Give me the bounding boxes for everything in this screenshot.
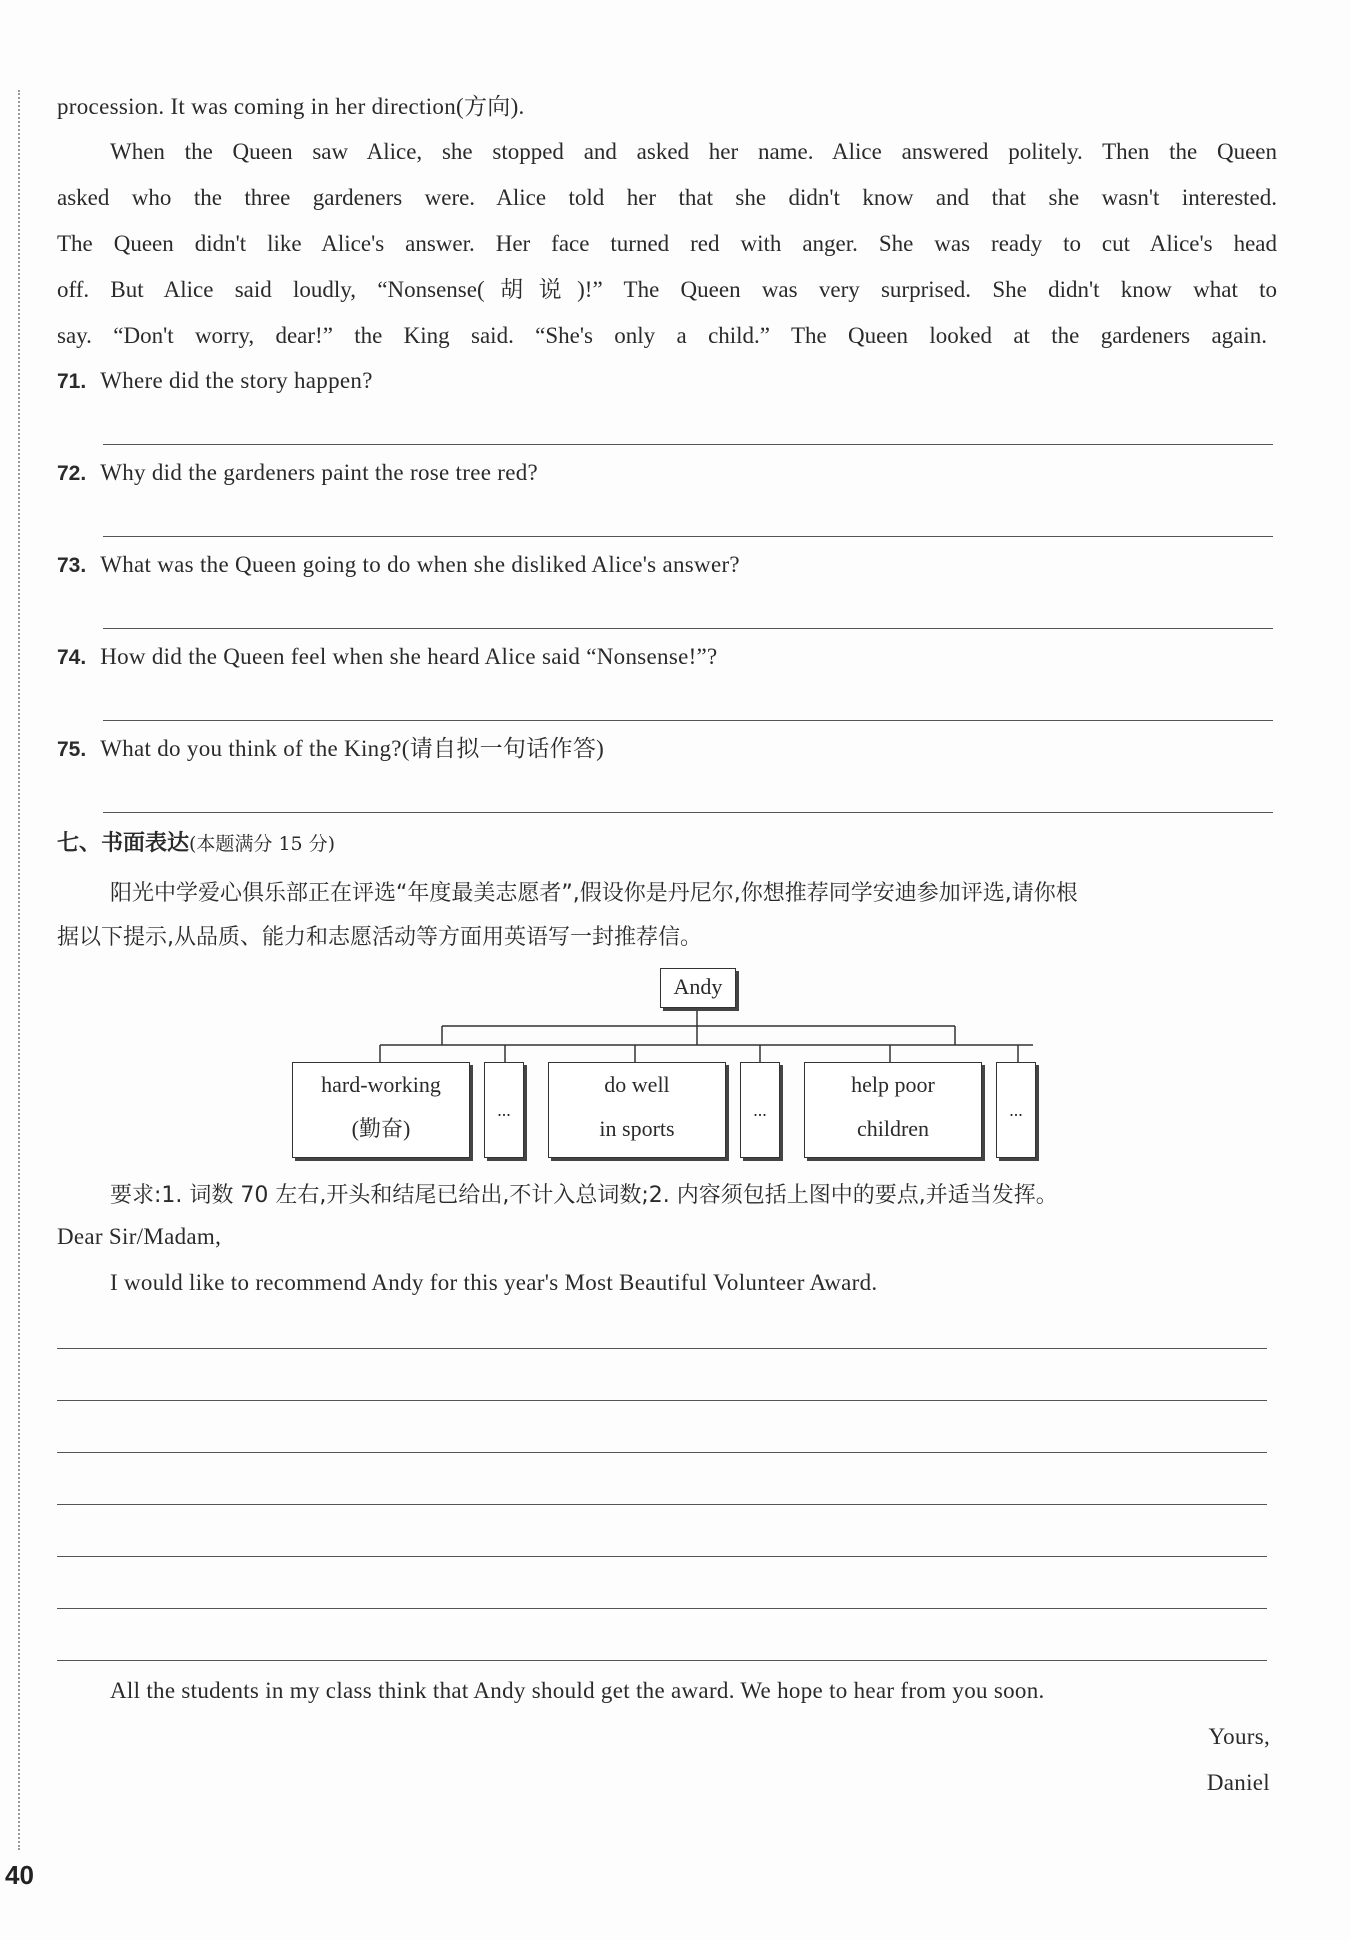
box-line-1: help poor: [851, 1072, 935, 1097]
writing-line-6[interactable]: [57, 1608, 1267, 1609]
question-number: 75.: [57, 738, 87, 761]
page-number: 40: [5, 1860, 34, 1890]
box-line-2: children: [856, 1116, 930, 1141]
letter-opening: I would like to recommend Andy for this year's Most Beautiful Volunteer Award.: [110, 1270, 878, 1295]
question-text: Where did the story happen?: [100, 368, 373, 393]
question-text: What do you think of the King?(请自拟一句话作答): [100, 736, 605, 761]
section-title: 七、书面表达: [57, 831, 190, 856]
story-line-1: When the Queen saw Alice, she stopped and asked her name. Alice answered politely. Then the Queen: [110, 139, 1277, 164]
writing-requirements: 要求:1. 词数 70 左右,开头和结尾已给出,不计入总词数;2. 内容须包括上图中的要点,并适当发挥。: [110, 1183, 1058, 1208]
question-number: 73.: [57, 554, 87, 577]
question-text: Why did the gardeners paint the rose tree red?: [100, 460, 539, 485]
story-line-2: asked who the three gardeners were. Alice told her that she didn't know and that she wasn't interested.: [57, 185, 1277, 210]
diagram-box-hard-working: [292, 1062, 470, 1158]
diagram-box-help-children: [804, 1062, 982, 1158]
diagram-root-andy: Andy: [660, 968, 736, 1008]
box-line-1: do well: [604, 1072, 670, 1097]
letter-signature: Daniel: [1206, 1770, 1270, 1795]
question-text: What was the Queen going to do when she disliked Alice's answer?: [100, 552, 740, 577]
section-score: (本题满分 15 分): [189, 833, 336, 855]
letter-salutation: Dear Sir/Madam,: [57, 1224, 222, 1249]
letter-signoff: Yours,: [1208, 1724, 1270, 1749]
letter-closing: All the students in my class think that Andy should get the award. We hope to hear from you soon.: [110, 1678, 1045, 1703]
story-line-3: The Queen didn't like Alice's answer. Her face turned red with anger. She was ready to cut Alice's head: [57, 231, 1277, 256]
box-line-2: (勤奋): [351, 1116, 411, 1141]
box-line-2: in sports: [599, 1116, 675, 1141]
box-line-1: hard-working: [321, 1072, 441, 1097]
question-number: 71.: [57, 370, 87, 393]
diagram-ellipsis-1: ...: [484, 1062, 524, 1158]
writing-prompt-line-2: 据以下提示,从品质、能力和志愿活动等方面用英语写一封推荐信。: [57, 925, 702, 950]
writing-line-4[interactable]: [57, 1504, 1267, 1505]
writing-line-7[interactable]: [57, 1660, 1267, 1661]
question-number: 72.: [57, 462, 87, 485]
writing-line-3[interactable]: [57, 1452, 1267, 1453]
story-line-4: off. But Alice said loudly, “Nonsense(胡说)!” The Queen was very surprised. She didn't know what to: [57, 277, 1277, 302]
diagram-box-sports: [548, 1062, 726, 1158]
writing-line-5[interactable]: [57, 1556, 1267, 1557]
story-line-5: say. “Don't worry, dear!” the King said. “She's only a child.” The Queen looked at the gardeners again.: [57, 323, 1267, 348]
writing-line-2[interactable]: [57, 1400, 1267, 1401]
diagram-ellipsis-3: ...: [996, 1062, 1036, 1158]
story-line-0: procession. It was coming in her direction(方向).: [57, 94, 525, 119]
diagram-ellipsis-2: ...: [740, 1062, 780, 1158]
writing-prompt-line-1: 阳光中学爱心俱乐部正在评选“年度最美志愿者”,假设你是丹尼尔,你想推荐同学安迪参加评选,请你根: [110, 881, 1078, 906]
question-number: 74.: [57, 646, 87, 669]
writing-line-1[interactable]: [57, 1348, 1267, 1349]
question-text: How did the Queen feel when she heard Alice said “Nonsense!”?: [100, 644, 718, 669]
